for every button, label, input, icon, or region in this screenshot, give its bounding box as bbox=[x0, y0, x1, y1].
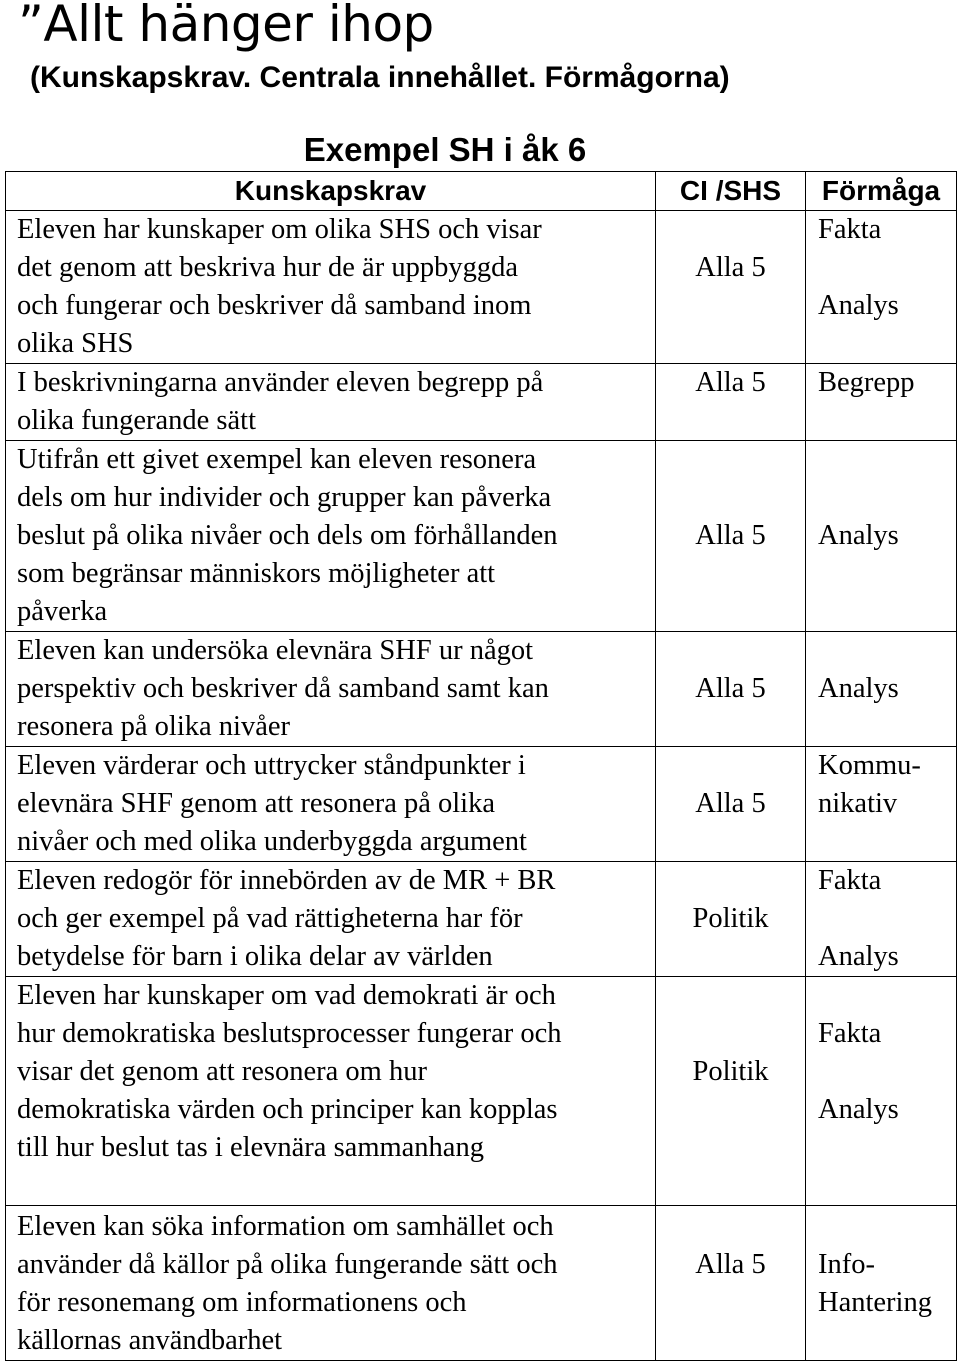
kunskapskrav-line: Eleven har kunskaper om vad demokrati är och bbox=[17, 980, 556, 1011]
table-header-row bbox=[6, 172, 957, 211]
ci-shs-cell: Alla 5 bbox=[656, 1206, 806, 1361]
ci-shs-cell: Alla 5 bbox=[656, 364, 806, 441]
formaga-line: Fakta bbox=[818, 214, 882, 245]
formaga-cell bbox=[806, 441, 957, 632]
kunskapskrav-line: och fungerar och beskriver då samband inom bbox=[17, 290, 532, 321]
kunskapskrav-line: olika fungerande sätt bbox=[17, 405, 256, 436]
ci-shs-cell: Politik bbox=[656, 862, 806, 977]
table-row bbox=[6, 364, 957, 441]
kunskapskrav-line: Eleven värderar och uttrycker ståndpunkter i bbox=[17, 750, 526, 781]
kunskapskrav-line: Eleven kan söka information om samhället och bbox=[17, 1211, 554, 1242]
kunskapskrav-line: det genom att beskriva hur de är uppbyggda bbox=[17, 252, 518, 283]
table-row bbox=[6, 862, 957, 977]
formaga-cell bbox=[806, 977, 957, 1206]
table-row bbox=[6, 747, 957, 862]
ci-shs-cell: Alla 5 bbox=[656, 747, 806, 862]
kunskapskrav-cell bbox=[6, 862, 656, 977]
formaga-line: Begrepp bbox=[818, 367, 915, 398]
page-subtitle: (Kunskapskrav. Centrala innehållet. Förmågorna) bbox=[30, 61, 730, 94]
kunskapskrav-cell bbox=[6, 977, 656, 1206]
section-heading: Exempel SH i åk 6 bbox=[303, 131, 587, 168]
kunskapskrav-line: resonera på olika nivåer bbox=[17, 711, 290, 742]
formaga-cell bbox=[806, 364, 957, 441]
kunskapskrav-line: påverka bbox=[17, 596, 108, 627]
table-row bbox=[6, 211, 957, 364]
kunskapskrav-line: Eleven har kunskaper om olika SHS och visar bbox=[17, 214, 542, 245]
kunskapskrav-cell bbox=[6, 441, 656, 632]
formaga-cell bbox=[806, 747, 957, 862]
kunskapskrav-line: elevnära SHF genom att resonera på olika bbox=[17, 788, 496, 819]
kunskapskrav-cell bbox=[6, 747, 656, 862]
table-row bbox=[6, 632, 957, 747]
kunskapskrav-line: Eleven redogör för innebörden av de MR + BR bbox=[17, 865, 556, 896]
formaga-cell bbox=[806, 862, 957, 977]
formaga-cell bbox=[806, 1206, 957, 1361]
formaga-line: Analys bbox=[818, 520, 899, 551]
formaga-line: Analys bbox=[818, 1094, 899, 1125]
kunskapskrav-line: demokratiska värden och principer kan kopplas bbox=[17, 1094, 558, 1125]
kunskapskrav-line: hur demokratiska beslutsprocesser fungerar och bbox=[17, 1018, 562, 1049]
formaga-line: Analys bbox=[818, 290, 899, 321]
kunskapskrav-line: använder då källor på olika fungerande sätt och bbox=[17, 1249, 558, 1280]
kunskapskrav-line: visar det genom att resonera om hur bbox=[17, 1056, 427, 1087]
kunskapskrav-line: dels om hur individer och grupper kan påverka bbox=[17, 482, 552, 513]
ci-shs-cell: Alla 5 bbox=[656, 632, 806, 747]
kunskapskrav-line: betydelse för barn i olika delar av världen bbox=[17, 941, 493, 972]
formaga-line: Analys bbox=[818, 673, 899, 704]
ci-shs-cell: Alla 5 bbox=[656, 211, 806, 364]
kunskapskrav-line: nivåer och med olika underbyggda argument bbox=[17, 826, 527, 857]
formaga-line: Kommu- bbox=[818, 750, 921, 781]
column-header-ci-shs: CI /SHS bbox=[656, 172, 806, 211]
formaga-line: Fakta bbox=[818, 865, 882, 896]
table-row bbox=[6, 977, 957, 1206]
kunskapskrav-cell bbox=[6, 632, 656, 747]
formaga-line: Info- bbox=[818, 1249, 875, 1280]
kunskapskrav-line: källornas användbarhet bbox=[17, 1325, 283, 1356]
formaga-cell bbox=[806, 211, 957, 364]
table-row bbox=[6, 1206, 957, 1361]
kunskapskrav-cell bbox=[6, 1206, 656, 1361]
curriculum-table bbox=[5, 171, 957, 1361]
kunskapskrav-line: till hur beslut tas i elevnära sammanhang bbox=[17, 1132, 484, 1163]
kunskapskrav-cell bbox=[6, 364, 656, 441]
kunskapskrav-line: som begränsar människors möjligheter att bbox=[17, 558, 496, 589]
kunskapskrav-line: för resonemang om informationens och bbox=[17, 1287, 467, 1318]
formaga-line: nikativ bbox=[818, 788, 898, 819]
formaga-line: Analys bbox=[818, 941, 899, 972]
kunskapskrav-line: perspektiv och beskriver då samband samt kan bbox=[17, 673, 549, 704]
ci-shs-cell: Alla 5 bbox=[656, 441, 806, 632]
kunskapskrav-line: Eleven kan undersöka elevnära SHF ur något bbox=[17, 635, 534, 666]
kunskapskrav-line: olika SHS bbox=[17, 328, 134, 359]
kunskapskrav-line: Utifrån ett givet exempel kan eleven resonera bbox=[17, 444, 537, 475]
formaga-line: Fakta bbox=[818, 1018, 882, 1049]
ci-shs-cell: Politik bbox=[656, 977, 806, 1206]
kunskapskrav-line: och ger exempel på vad rättigheterna har för bbox=[17, 903, 523, 934]
kunskapskrav-line: beslut på olika nivåer och dels om förhållanden bbox=[17, 520, 558, 551]
table-row bbox=[6, 441, 957, 632]
page-title: ”Allt hänger ihop bbox=[18, 0, 434, 53]
column-header-formaga: Förmåga bbox=[806, 172, 957, 211]
column-header-kunskapskrav: Kunskapskrav bbox=[6, 172, 656, 211]
formaga-cell bbox=[806, 632, 957, 747]
kunskapskrav-line: I beskrivningarna använder eleven begrepp på bbox=[17, 367, 544, 398]
formaga-line: Hantering bbox=[818, 1287, 932, 1318]
kunskapskrav-cell bbox=[6, 211, 656, 364]
